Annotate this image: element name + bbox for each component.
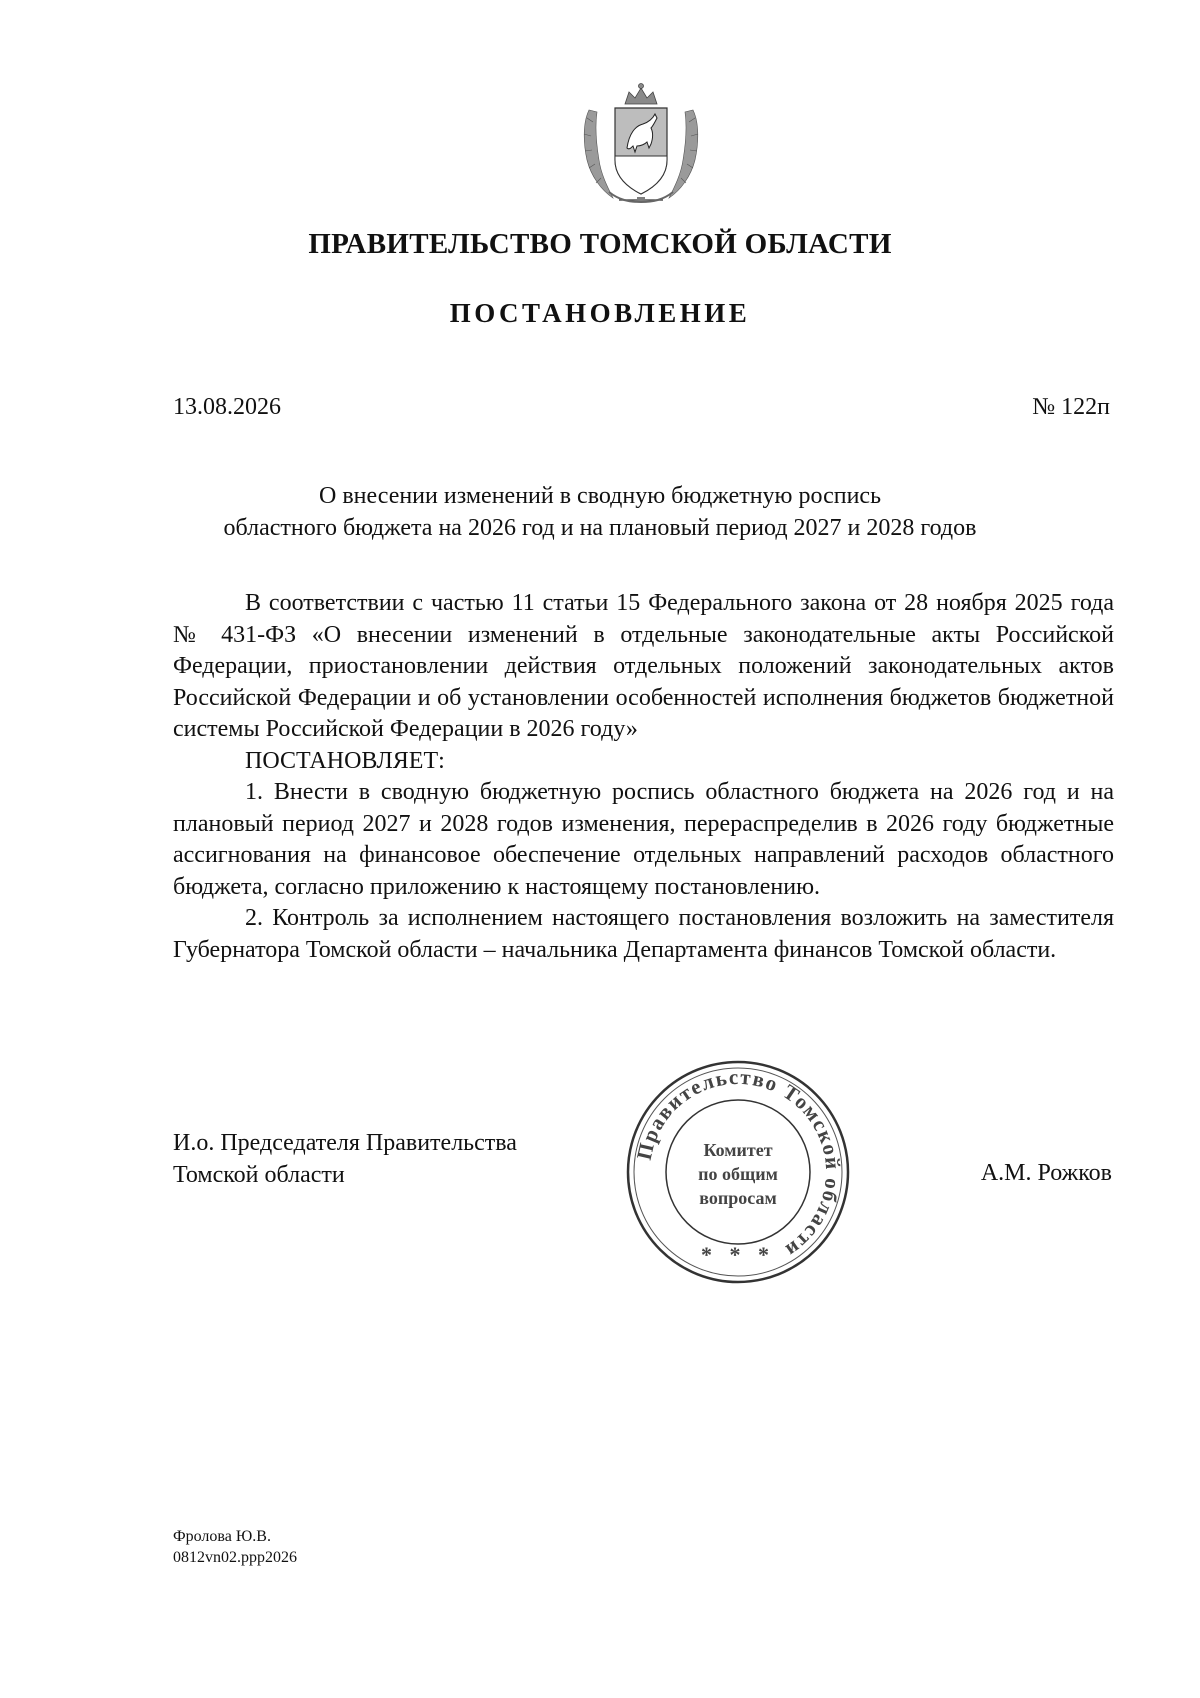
executor-name: Фролова Ю.В.	[173, 1528, 271, 1545]
signatory-title-line-2: Томской области	[173, 1161, 345, 1188]
signatory-name: А.М. Рожков	[980, 1160, 1112, 1186]
seal-center-line-2: по общим	[698, 1164, 778, 1184]
resolves-heading: ПОСТАНОВЛЯЕТ:	[245, 747, 445, 774]
signatory-title	[173, 1128, 517, 1191]
item-2-paragraph: 2. Контроль за исполнением настоящего постановления возложить на заместителя Губернатора Томской области – начальника Департамента финансов Томской области.	[173, 905, 1114, 963]
organization-title: ПРАВИТЕЛЬСТВО ТОМСКОЙ ОБЛАСТИ	[308, 228, 892, 260]
seal-ring-text: Правительство Томской области	[631, 1064, 846, 1264]
document-subject	[0, 480, 1200, 544]
seal-center-line-1: Комитет	[703, 1140, 773, 1160]
document-number: № 122п	[1032, 394, 1110, 420]
file-code: 0812vn02.ppp2026	[173, 1549, 297, 1566]
document-date: 13.08.2026	[173, 394, 281, 420]
document-body	[173, 588, 1114, 966]
seal-center-line-3: вопросам	[699, 1188, 777, 1208]
subject-line-1: О внесении изменений в сводную бюджетную роспись	[318, 483, 882, 509]
preamble-paragraph: В соответствии с частью 11 статьи 15 Федерального закона от 28 ноября 2025 года № 431-ФЗ «О внесении изменений в отдельные законодательные акты Российской Федерации, приостановлении действия отдельных положений законодательных актов Российской Федерации и об установлении особенностей исполнения бюджетов бюджетной системы Российской Федерации в 2026 году»	[173, 590, 1114, 742]
official-seal-icon	[624, 1058, 852, 1286]
subject-line-2: областного бюджета на 2026 год и на плановый период 2027 и 2028 годов	[223, 515, 977, 541]
document-type-heading: ПОСТАНОВЛЕНИЕ	[449, 298, 751, 328]
executor-footer	[173, 1526, 297, 1568]
seal-stars: * * *	[701, 1242, 775, 1267]
signatory-title-line-1: И.о. Председателя Правительства	[173, 1130, 517, 1156]
coat-of-arms-icon	[579, 82, 703, 206]
item-1-paragraph: 1. Внести в сводную бюджетную роспись областного бюджета на 2026 год и на плановый период 2027 и 2028 годов изменения, перераспределив в 2026 году бюджетные ассигнования на финансовое обеспечение отдельных направлений расходов областного бюджета, согласно приложению к настоящему постановлению.	[173, 779, 1114, 900]
